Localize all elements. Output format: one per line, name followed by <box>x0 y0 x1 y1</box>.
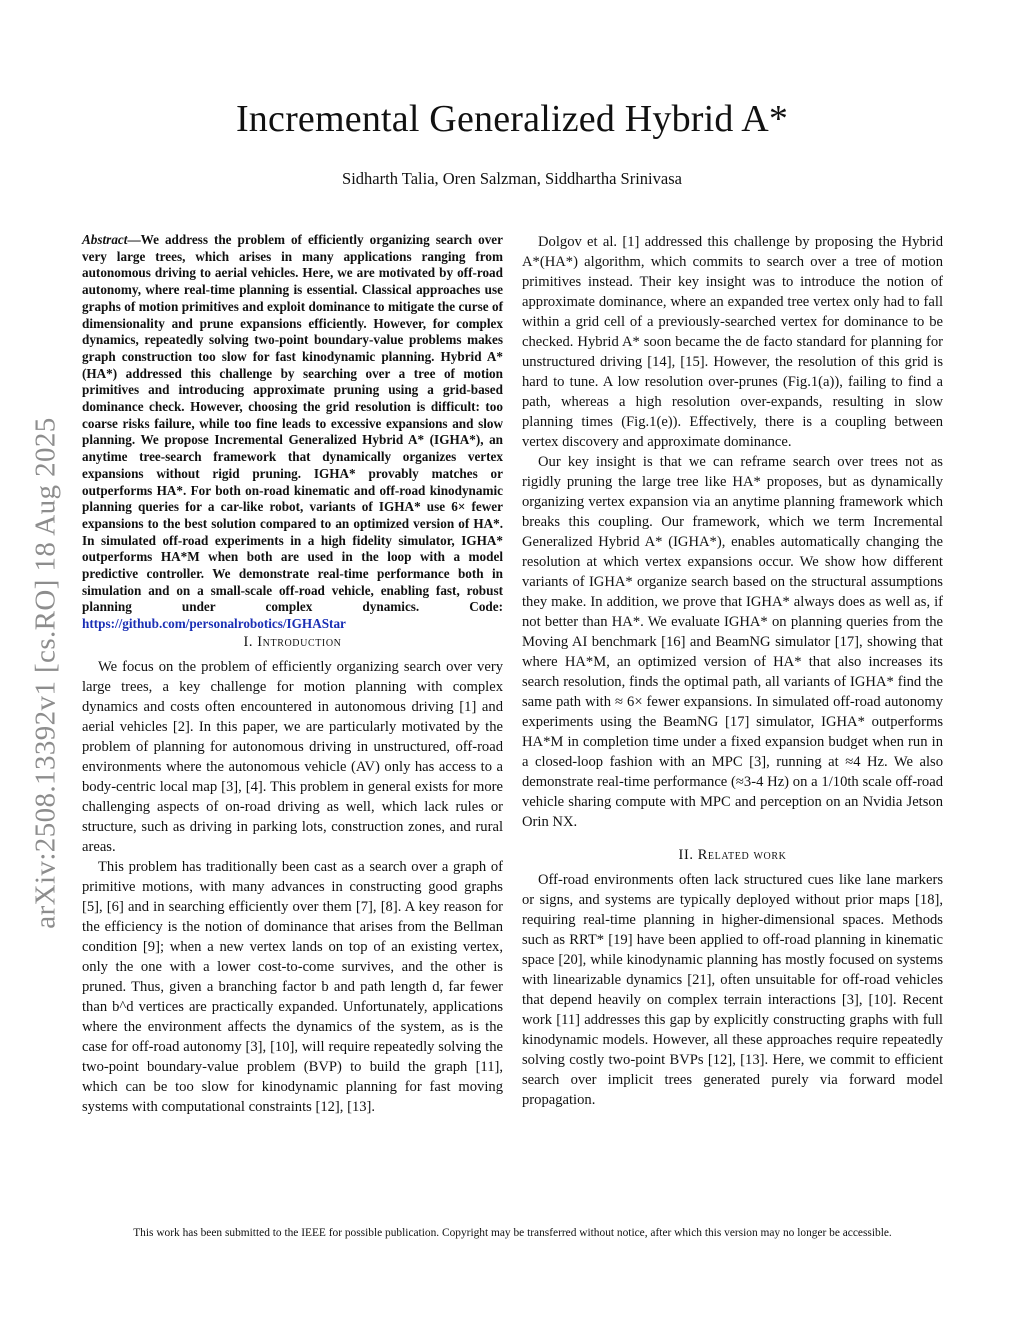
intro-paragraph-2: This problem has traditionally been cast as a search over a graph of primitive motions, with many advances in constructing good graphs [5], [6] and in searching efficiently over them [7], [8]. A key reason for the efficiency is the notion of dominance that arises from the Bellman condition [9]; when a new vertex lands on top of an existing vertex, only the one with a lower cost-to-come survives, and the other is pruned. Thus, given a branching factor b and path length d, far fewer than b^d vertices are practically expanded. Unfortunately, applications where the environment affects the dynamics of the system, as is the case for off-road autonomy [3], [10], will require repeatedly solving the two-point boundary-value problem (BVP) to build the graph [11], which can be too slow for kinodynamic planning for fast moving systems with computational constraints [12], [13]. <box>82 858 503 1115</box>
abstract-label: Abstract <box>82 232 128 247</box>
section-heading-introduction: I. Introduction <box>243 633 342 650</box>
left-column <box>82 232 503 1117</box>
intro-paragraph-3: Dolgov et al. [1] addressed this challenge by proposing the Hybrid A*(HA*) algorithm, which commits to search over a tree of motion primitives instead. Their key insight was to introduce the notion of approximate dominance, where an expanded tree vertex only had to fall within a grid cell of a previously-searched vertex for dominance to be checked. Hybrid A* soon became the de facto standard for planning for unstructured driving [14], [15]. However, the resolution of this grid is hard to tune. A low resolution over-prunes (Fig.1(a)), failing to find a path, whereas a high resolution over-expands, resulting in slow planning times (Fig.1(e)). Effectively, there is a coupling between vertex discovery and approximate dominance. <box>522 234 943 450</box>
abstract <box>82 232 503 633</box>
paper-title: Incremental Generalized Hybrid A* <box>235 98 789 140</box>
copyright-footnote: This work has been submitted to the IEEE for possible publication. Copyright may be transferred without notice, after which this version may no longer be accessible. <box>133 1227 892 1239</box>
abstract-text: —We address the problem of efficiently organizing search over very large trees, which arises in many applications ranging from autonomous driving to aerial vehicles. Here, we are motivated by off-road autonomy, where real-time planning is essential. Classical approaches use graphs of motion primitives and exploit dominance to mitigate the curse of dimensionality and prune expansions efficiently. However, for complex dynamics, repeatedly solving two-point boundary-value problems makes graph construction too slow for fast kinodynamic planning. Hybrid A* (HA*) addressed this challenge by searching over a tree of motion primitives and introducing approximate pruning using a grid-based dominance check. However, choosing the grid resolution is difficult: too coarse risks failure, while too fine leads to excessive expansions and slow planning. We propose Incremental Generalized Hybrid A* (IGHA*), an anytime tree-search framework that dynamically organizes vertex expansions without rigid pruning. IGHA* provably matches or outperforms HA*. For both on-road kinematic and off-road kinodynamic planning queries for a car-like robot, variants of IGHA* use 6× fewer expansions to the best solution compared to an optimized version of HA*. In simulated off-road experiments in a high fidelity simulator, IGHA* outperforms HA*M when both are used in the loop with a model predictive controller. We demonstrate real-time performance both in simulation and on a small-scale off-road vehicle, enabling fast, robust planning under complex dynamics. Code: <box>82 232 503 615</box>
code-link[interactable]: https://github.com/personalrobotics/IGHAStar <box>82 616 346 632</box>
arxiv-identifier: arXiv:2508.13392v1 [cs.RO] 18 Aug 2025 <box>29 417 62 929</box>
paper-authors: Sidharth Talia, Oren Salzman, Siddhartha Srinivasa <box>342 169 682 188</box>
related-paragraph-1: Off-road environments often lack structured cues like lane markers or signs, and systems are typically deployed without prior maps [18], requiring real-time planning in higher-dimensional spaces. Methods such as RRT* [19] have been applied to off-road planning in kinematic space [20], while kinodynamic planning has mostly focused on systems with linearizable dynamics [21], often unsuitable for off-road vehicles that depend heavily on complex terrain interactions [3], [10]. Recent work [11] addresses this gap by explicitly constructing graphs with full kinodynamic models. However, all these approaches require repeatedly solving costly two-point BVPs [12], [13]. Here, we commit to efficient search over implicit trees generated purely via forward model propagation. <box>522 872 943 1108</box>
intro-paragraph-4: Our key insight is that we can reframe search over trees not as rigidly pruning the large tree like HA* proposes, but as dynamically organizing vertex expansion via an anytime planning framework which breaks this coupling. Our framework, which we term Incremental Generalized Hybrid A* (IGHA*), enables automatically changing the resolution at which vertex expansions occur. We show how different variants of IGHA* organize search based on the structural assumptions they make. In addition, we prove that IGHA* always does as well as, if not better than HA*. We evaluate IGHA* on planning queries from the Moving AI benchmark [16] and BeamNG simulator [17], showing that where HA*M, an optimized version of HA* that also increases its search resolution, finds the optimal path, all variants of IGHA* find the same path with ≈ 6× fewer expansions. In simulated off-road autonomy experiments using the BeamNG [17] simulator, IGHA* outperforms HA*M in completion time under a fixed expansion budget when run in a closed-loop fashion with an MPC [3], running at ≈4 Hz. We also demonstrate real-time performance (≈3-4 Hz) on a 1/10th scale off-road vehicle sharing compute with MPC and perception on an Nvidia Jetson Orin NX. <box>522 454 943 830</box>
intro-paragraph-1: We focus on the problem of efficiently organizing search over very large trees, a key challenge for motion planning with complex dynamics and costs often encountered in autonomous driving [1] and aerial vehicles [2]. In this paper, we are particularly motivated by the problem of planning for autonomous driving in unstructured, off-road environments where the autonomous vehicle (AV) only has access to a body-centric local map [3], [4]. This problem in general exists for more challenging aspects of on-road driving as well, which lack rules or structure, such as driving in parking lots, construction zones, and rural areas. <box>82 658 503 855</box>
section-heading-related-work: II. Related work <box>678 847 787 863</box>
arxiv-sidebar <box>24 368 68 978</box>
right-column <box>522 232 943 1110</box>
